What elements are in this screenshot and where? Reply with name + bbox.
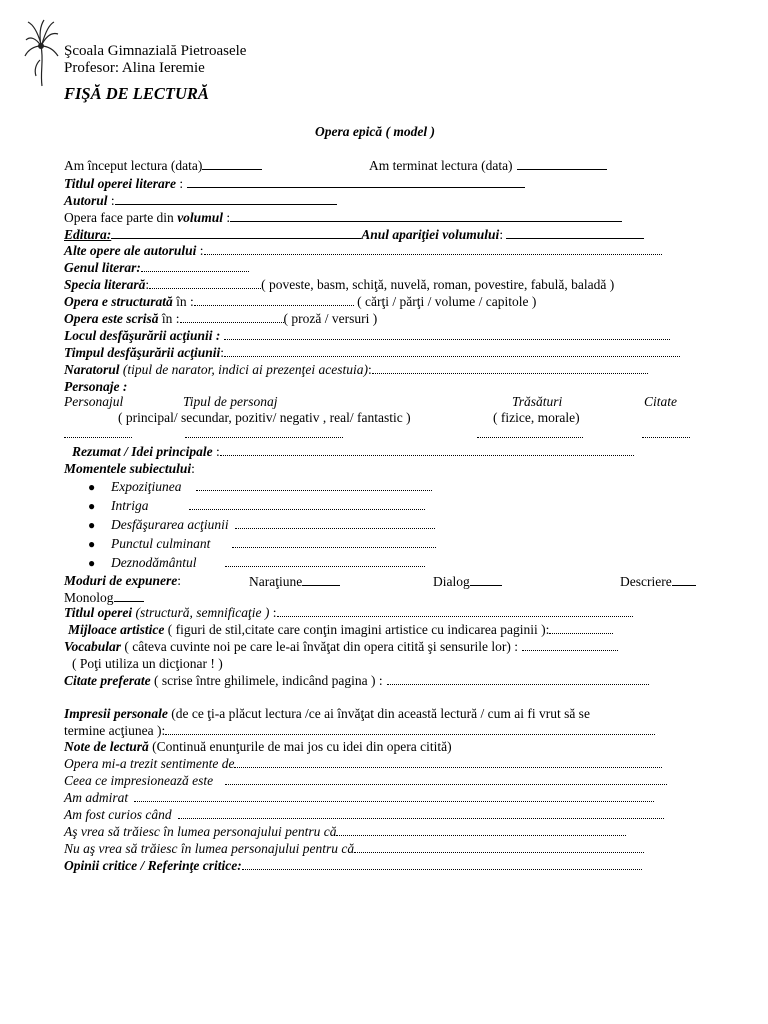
vocabulary-hint-2: ( Poţi utiliza un dicţionar ! ) — [72, 656, 223, 671]
written-in-label: Opera este scrisă — [64, 311, 159, 326]
page-subtitle: Opera epică ( model ) — [315, 124, 435, 139]
note-curious-field[interactable] — [178, 807, 664, 819]
note-not-want-live-field[interactable] — [354, 841, 644, 853]
mode-dialog-label: Dialog — [433, 574, 470, 589]
time-row — [64, 345, 680, 361]
genre-field[interactable] — [141, 260, 249, 272]
note-prompt-row — [64, 824, 626, 840]
bullet-icon: ● — [88, 518, 96, 532]
species-field[interactable] — [149, 277, 261, 289]
volume-sep: : — [222, 210, 231, 225]
moment-item — [111, 498, 425, 514]
author-row — [64, 192, 337, 209]
work-title-field[interactable] — [187, 175, 525, 188]
narrator-sep: : — [368, 362, 372, 377]
title-meaning-field[interactable] — [277, 605, 633, 617]
end-reading-label: Am terminat lectura (data) — [369, 158, 513, 173]
mode-monolog-field[interactable] — [114, 589, 144, 602]
other-works-field[interactable] — [204, 243, 662, 255]
written-in-in: în : — [158, 311, 180, 326]
character-quotes-field[interactable] — [642, 426, 690, 438]
time-sep: : — [220, 345, 225, 360]
year-label: Anul apariţiei volumului — [361, 227, 500, 242]
moment-development-field[interactable] — [235, 517, 435, 529]
critics-label: Opinii critice / Referinţe critice: — [64, 858, 242, 873]
bullet-icon: ● — [88, 499, 96, 513]
school-name: Şcoala Gimnazială Pietroasele — [64, 43, 247, 59]
traits-hint: ( fizice, morale) — [493, 410, 580, 425]
moment-ending-field[interactable] — [225, 555, 425, 567]
work-title-row — [64, 175, 525, 192]
mode-description-field[interactable] — [672, 573, 696, 586]
modes-label: Moduri de expunere — [64, 573, 178, 588]
quotes-field[interactable] — [387, 673, 649, 685]
vocabulary-hint: ( câteva cuvinte noi pe care le-ai învăţat din opera citită şi sensurile lor) : — [121, 639, 518, 654]
genre-label: Genul literar: — [64, 260, 141, 275]
impressions-hint-2: termine acţiunea ): — [64, 723, 166, 738]
moment-item — [111, 555, 425, 571]
teacher-name: Profesor: Alina Ieremie — [64, 60, 205, 76]
vocabulary-field[interactable] — [522, 639, 618, 651]
written-in-field[interactable] — [180, 311, 284, 323]
note-prompt-not-want-live: Nu aş vrea să trăiesc în lumea personajului pentru că — [64, 841, 355, 856]
mode-dialog — [433, 573, 502, 590]
character-type-hint: ( principal/ secundar, pozitiv/ negativ , real/ fantastic ) — [118, 410, 411, 425]
species-hint: ( poveste, basm, schiţă, nuvelă, roman, povestire, fabulă, baladă ) — [261, 277, 615, 292]
moment-climax-field[interactable] — [232, 536, 436, 548]
note-prompt-admired: Am admirat — [64, 790, 129, 805]
structure-field[interactable] — [194, 294, 354, 306]
publisher-row — [64, 226, 644, 243]
species-row — [64, 277, 614, 293]
impressions-field[interactable] — [165, 723, 655, 735]
year-sep: : — [499, 227, 507, 242]
place-label: Locul desfăşurării acţiunii : — [64, 328, 221, 343]
end-reading-field[interactable] — [517, 157, 607, 170]
volume-field[interactable] — [230, 209, 622, 222]
moments-heading: Momentele subiectului — [64, 461, 192, 476]
author-field[interactable] — [115, 192, 337, 205]
year-field[interactable] — [506, 226, 644, 239]
volume-prefix: Opera face parte din — [64, 210, 178, 225]
note-prompt-feelings: Opera mi-a trezit sentimente de — [64, 756, 235, 771]
publisher-label: Editura: — [64, 227, 112, 242]
end-reading-row — [369, 157, 607, 174]
written-in-row — [64, 311, 377, 327]
modes-label-sep: : — [177, 573, 182, 588]
col-quotes: Citate — [644, 394, 677, 409]
author-label: Autorul — [64, 193, 108, 208]
quotes-hint: ( scrise între ghilimele, indicând pagina ) : — [150, 673, 383, 688]
bullet-icon: ● — [88, 556, 96, 570]
place-field[interactable] — [224, 328, 670, 340]
moment-item — [111, 536, 436, 552]
species-label: Specia literară — [64, 277, 146, 292]
start-reading-label: Am început lectura (data) — [64, 158, 203, 173]
note-feelings-field[interactable] — [234, 756, 662, 768]
other-works-label: Alte opere ale autorului — [64, 243, 197, 258]
note-prompt-row — [64, 773, 667, 789]
note-impresses-field[interactable] — [225, 773, 667, 785]
page-title: FIŞĂ DE LECTURĂ — [64, 84, 209, 103]
summary-row — [72, 444, 634, 460]
moment-intrigue-label: Intriga — [111, 498, 149, 513]
impressions-row — [64, 706, 590, 722]
moment-item — [111, 517, 435, 533]
structure-hint: ( cărţi / părţi / volume / capitole ) — [353, 294, 537, 309]
work-title-sep: : — [176, 176, 184, 191]
impressions-label: Impresii personale — [64, 706, 168, 721]
mode-dialog-field[interactable] — [470, 573, 502, 586]
character-type-field[interactable] — [185, 426, 343, 438]
note-prompt-want-live: Aş vrea să trăiesc în lumea personajului pentru că — [64, 824, 337, 839]
bullet-icon: ● — [88, 480, 96, 494]
vocabulary-row — [64, 639, 618, 655]
school-logo — [22, 16, 62, 92]
moment-exposition-field[interactable] — [196, 479, 432, 491]
mode-narration — [249, 573, 340, 590]
note-prompt-row — [64, 790, 654, 806]
place-row — [64, 328, 670, 344]
start-reading-field[interactable] — [202, 157, 262, 170]
col-character: Personajul — [64, 394, 124, 409]
notes-row — [64, 739, 452, 755]
moments-heading-sep: : — [191, 461, 195, 476]
start-reading-row — [64, 157, 262, 174]
mode-description-label: Descriere — [620, 574, 672, 589]
structure-label: Opera e structurată — [64, 294, 173, 309]
character-name-field[interactable] — [64, 426, 132, 438]
impressions-hint: (de ce ţi-a plăcut lectura /ce ai învăţat din această lectură / cum ai fi vrut să se — [167, 706, 590, 721]
publisher-field[interactable] — [111, 226, 361, 239]
note-prompt-row — [64, 756, 662, 772]
note-want-live-field[interactable] — [336, 824, 626, 836]
col-traits: Trăsături — [512, 394, 563, 409]
modes-row — [64, 573, 181, 589]
summary-label: Rezumat / Idei principale — [72, 444, 213, 459]
structure-in: în : — [172, 294, 194, 309]
written-in-hint: ( proză / versuri ) — [283, 311, 378, 326]
volume-label: volumul — [177, 210, 223, 225]
summary-field[interactable] — [220, 444, 634, 456]
title-meaning-hint: (structură, semnificaţie ) — [132, 605, 270, 620]
author-sep: : — [107, 193, 115, 208]
quotes-label: Citate preferate — [64, 673, 151, 688]
title-meaning-label: Titlul operei — [64, 605, 133, 620]
narrator-hint: (tipul de narator, indici ai prezenţei acestuia) — [119, 362, 368, 377]
note-prompt-row — [64, 841, 644, 857]
moment-intrigue-field[interactable] — [189, 498, 425, 510]
critics-row — [64, 858, 642, 874]
vocabulary-label: Vocabular — [64, 639, 122, 654]
artistic-field[interactable] — [549, 622, 613, 634]
artistic-hint: ( figuri de stil,citate care conţin imagini artistice cu indicarea paginii ): — [164, 622, 550, 637]
mode-description — [620, 573, 696, 590]
mode-narration-label: Naraţiune — [249, 574, 303, 589]
moment-climax-label: Punctul culminant — [111, 536, 211, 551]
structure-row — [64, 294, 536, 310]
impressions-row-2 — [64, 723, 655, 739]
other-works-sep: : — [196, 243, 204, 258]
bullet-icon: ● — [88, 537, 96, 551]
genre-row — [64, 260, 249, 276]
mode-narration-field[interactable] — [302, 573, 340, 586]
summary-sep: : — [212, 444, 220, 459]
mode-monolog-label: Monolog — [64, 590, 114, 605]
work-title-label: Titlul operei literare — [64, 176, 176, 191]
narrator-label: Naratorul — [64, 362, 120, 377]
species-sep: : — [145, 277, 150, 292]
note-prompt-curious: Am fost curios când — [64, 807, 172, 822]
moment-ending-label: Deznodământul — [111, 555, 197, 570]
moment-item — [111, 479, 432, 495]
moment-exposition-label: Expoziţiunea — [111, 479, 182, 494]
artistic-label: Mijloace artistice — [68, 622, 165, 637]
character-traits-field[interactable] — [477, 426, 583, 438]
title-meaning-row — [64, 605, 633, 621]
note-admired-field[interactable] — [134, 790, 654, 802]
col-character-type: Tipul de personaj — [183, 394, 278, 409]
moments-heading-row — [64, 461, 195, 477]
note-prompt-row — [64, 807, 664, 823]
volume-row — [64, 209, 622, 226]
notes-hint: (Continuă enunţurile de mai jos cu idei din opera citită) — [148, 739, 452, 754]
mode-monolog — [64, 589, 144, 606]
title-meaning-sep: : — [269, 605, 277, 620]
characters-fill-row — [64, 426, 690, 442]
time-field[interactable] — [224, 345, 680, 357]
artistic-row — [68, 622, 613, 638]
characters-heading: Personaje : — [64, 379, 128, 394]
quotes-row — [64, 673, 649, 689]
other-works-row — [64, 243, 662, 259]
narrator-row — [64, 362, 648, 378]
critics-field[interactable] — [242, 858, 642, 870]
time-label: Timpul desfăşurării acţiunii — [64, 345, 221, 360]
moment-development-label: Desfăşurarea acţiunii — [111, 517, 229, 532]
notes-label: Note de lectură — [64, 739, 149, 754]
narrator-field[interactable] — [372, 362, 648, 374]
note-prompt-impresses: Ceea ce impresionează este — [64, 773, 214, 788]
